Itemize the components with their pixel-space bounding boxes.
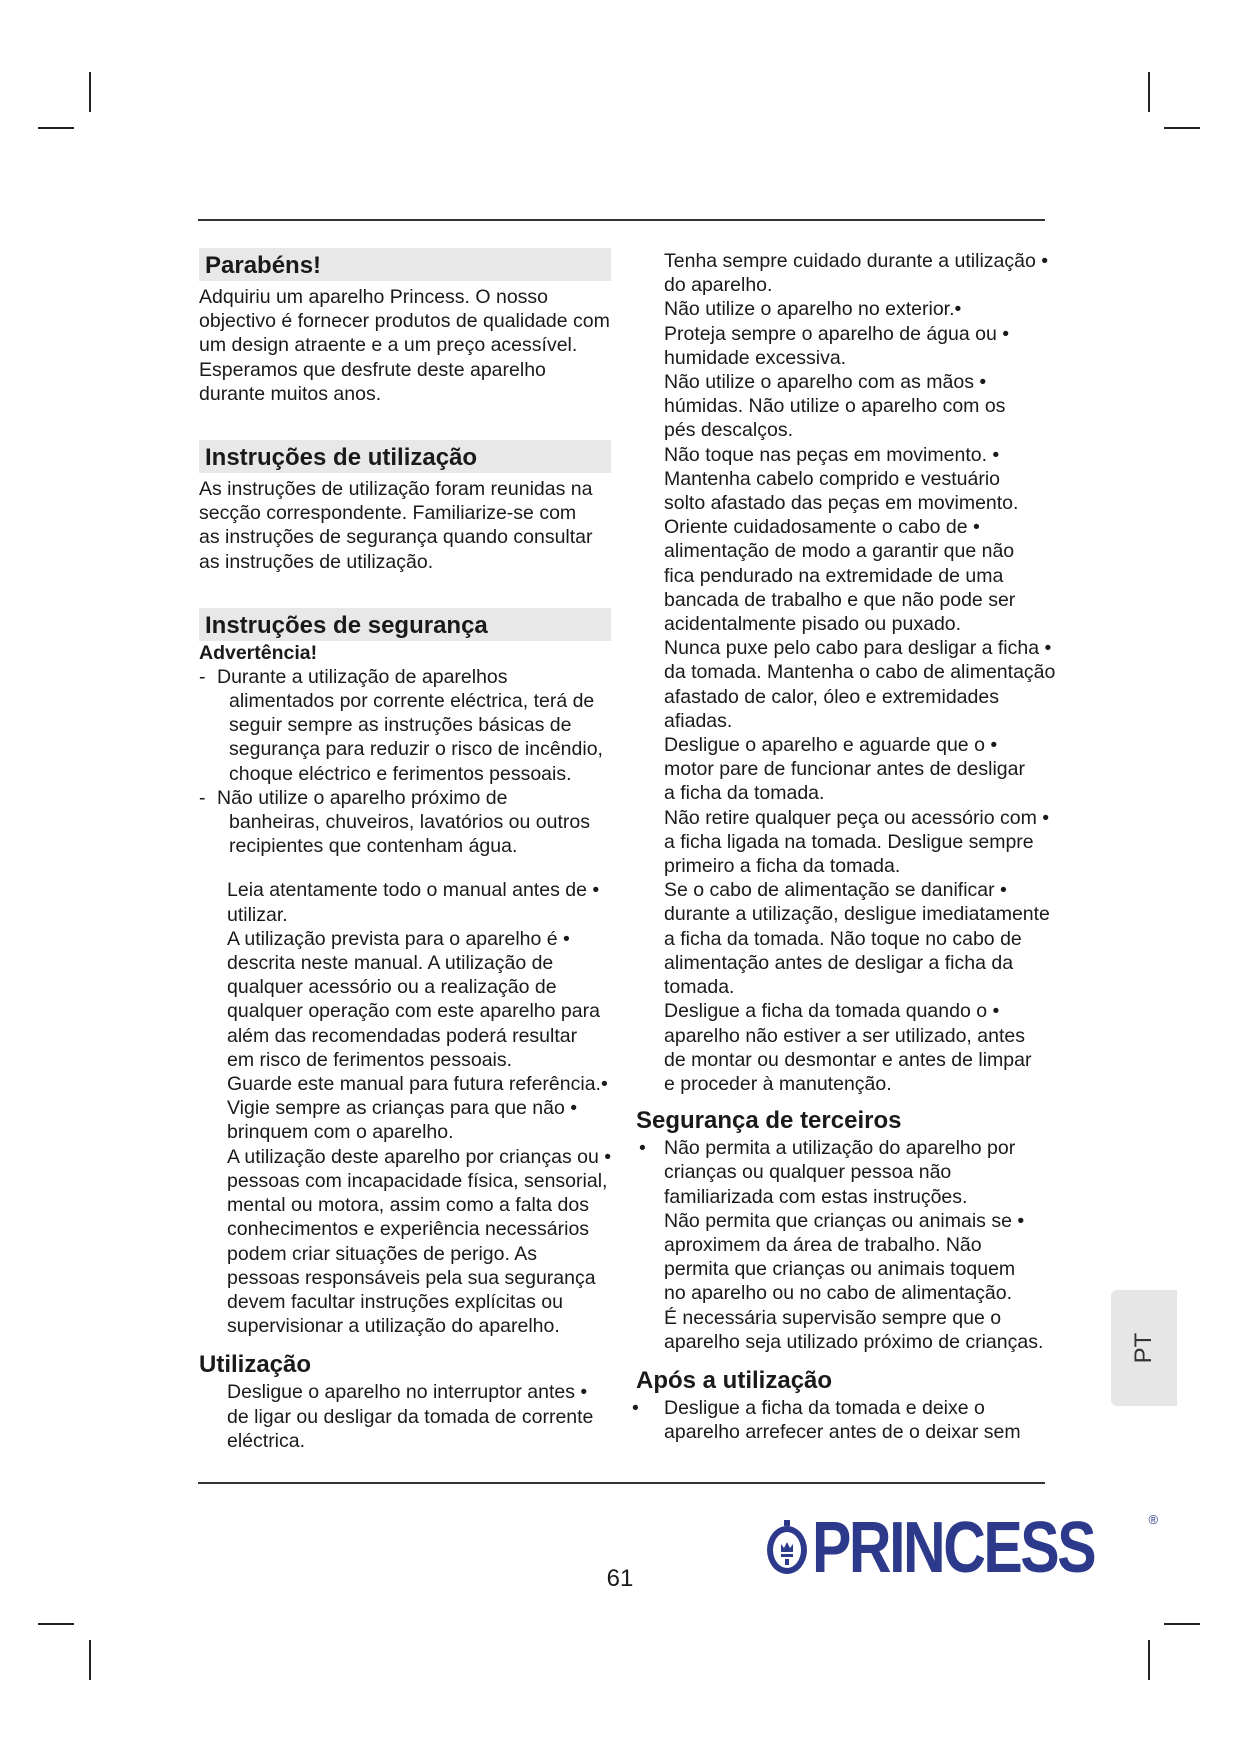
right-column [632, 249, 1076, 1444]
left-column [199, 248, 639, 1453]
crop-mark-bottom-right-h [1164, 1623, 1200, 1625]
princess-logo [764, 1508, 1159, 1588]
language-tab [1111, 1290, 1177, 1406]
crop-mark-top-left-h [38, 127, 74, 129]
bullet-item: • Não permita a utilização do aparelho por crianças ou qualquer pessoa não familiarizada com estas instruções. Não permita que crianças ou animais se • aproximem da área de trabalho. Não permita que crianças ou animais toquem no aparelho ou no cabo de alimentação. É necessária supervisão sempre que o aparelho seja utilizado próximo de crianças. [639, 1137, 1044, 1353]
crop-mark-top-left-v [89, 72, 91, 112]
heading-seguranca-terceiros: Segurança de terceiros [636, 1107, 902, 1135]
bottom-rule [198, 1482, 1045, 1484]
utilizacao-paragraph: Desligue o aparelho no interruptor antes • de ligar ou desligar da tomada de corrente eléctrica. [227, 1381, 594, 1452]
page-number: 61 [606, 1565, 634, 1592]
registered-mark: ® [1148, 1512, 1159, 1527]
brand-wordmark: PRINCESS [812, 1508, 1095, 1588]
heading-parabens: Parabéns! [199, 248, 611, 281]
heading-instrucoes-seguranca: Instruções de segurança [199, 608, 611, 641]
safety-paragraphs-continued: Tenha sempre cuidado durante a utilização • do aparelho. Não utilize o aparelho no exterior.• Proteja sempre o aparelho de água ou • humidade excessiva. Não utilize o aparelho com as mãos • húmidas. Não utilize o aparelho com os pés descalços. Não toque nas peças em movimento. • Mantenha cabelo comprido e vestuário solto afastado das peças em movimento. Oriente cuidadosamente o cabo de • alimentação de modo a garantir que não fica pendurado na extremidade de uma bancada de trabalho e que não pode ser acidentalmente pisado ou puxado. Nunca puxe pelo cabo para desligar a ficha • da tomada. Mantenha o cabo de alimentação afastado de calor, óleo e extremidades afiadas. Desligue o aparelho e aguarde que o • motor pare de funcionar antes de desligar a ficha da tomada. Não retire qualquer peça ou acessório com • a ficha ligada na tomada. Desligue sempre primeiro a ficha da tomada. Se o cabo de alimentação se danificar • durante a utilização, desligue imediatamente a ficha da tomada. Não toque no cabo de alimentação antes de desligar a ficha da tomada. Desligue a ficha da tomada quando o • aparelho não estiver a ser utilizado, antes de montar ou desmontar e antes de limpar e proceder à manutenção. [664, 250, 1056, 1095]
safety-paragraphs: Leia atentamente todo o manual antes de • utilizar. A utilização prevista para o aparelho é • descrita neste manual. A utilização de qualquer acessório ou a realização de qualquer operação com este aparelho para além das recomendadas poderá resultar em risco de ferimentos pessoais. Guarde este manual para futura referência.• Vigie sempre as crianças para que não • brinquem com o aparelho. A utilização deste aparelho por crianças ou • pessoas com incapacidade física, sensorial, mental ou motora, assim como a falta dos conhecimentos e experiência necessários podem criar situações de perigo. As pessoas responsáveis pela sua segurança devem facultar instruções explícitas ou supervisionar a utilização do aparelho. [227, 879, 612, 1338]
heading-utilizacao: Utilização [199, 1351, 312, 1379]
crop-mark-top-right-h [1164, 127, 1200, 129]
bullet-marker: • [639, 1137, 646, 1160]
top-rule [198, 219, 1045, 221]
dash-item: - Não utilize o aparelho próximo de banheiras, chuveiros, lavatórios ou outros recipientes que contenham água. [199, 786, 590, 858]
intro-paragraph: Adquiriu um aparelho Princess. O nosso objectivo é fornecer produtos de qualidade com um design atraente e a um preço acessível. Esperamos que desfrute deste aparelho durante muitos anos. [199, 286, 610, 405]
dash-item: - Durante a utilização de aparelhos alimentados por corrente eléctrica, terá de seguir sempre as instruções básicas de segurança para reduzir o risco de incêndio, choque eléctrico e ferimentos pessoais. [199, 665, 603, 785]
warning-label: Advertência! [199, 641, 318, 664]
crop-mark-bottom-left-v [89, 1640, 91, 1680]
dash-marker: - [199, 786, 206, 809]
dash-marker: - [199, 665, 206, 688]
crop-mark-bottom-left-h [38, 1623, 74, 1625]
crop-mark-top-right-v [1148, 72, 1150, 112]
heading-apos-utilizacao: Após a utilização [636, 1366, 833, 1394]
language-tab-label: PT [1130, 1332, 1157, 1364]
heading-instrucoes-utilizacao: Instruções de utilização [199, 440, 611, 473]
bullet-item: • Desligue a ficha da tomada e deixe o aparelho arrefecer antes de o deixar sem [632, 1396, 1021, 1444]
usage-instructions-paragraph: As instruções de utilização foram reunidas na secção correspondente. Familiarize-se com as instruções de segurança quando consultar as instruções de utilização. [199, 478, 593, 573]
bullet-marker: • [632, 1396, 639, 1419]
crop-mark-bottom-right-v [1148, 1640, 1150, 1680]
princess-emblem-icon [764, 1518, 810, 1578]
